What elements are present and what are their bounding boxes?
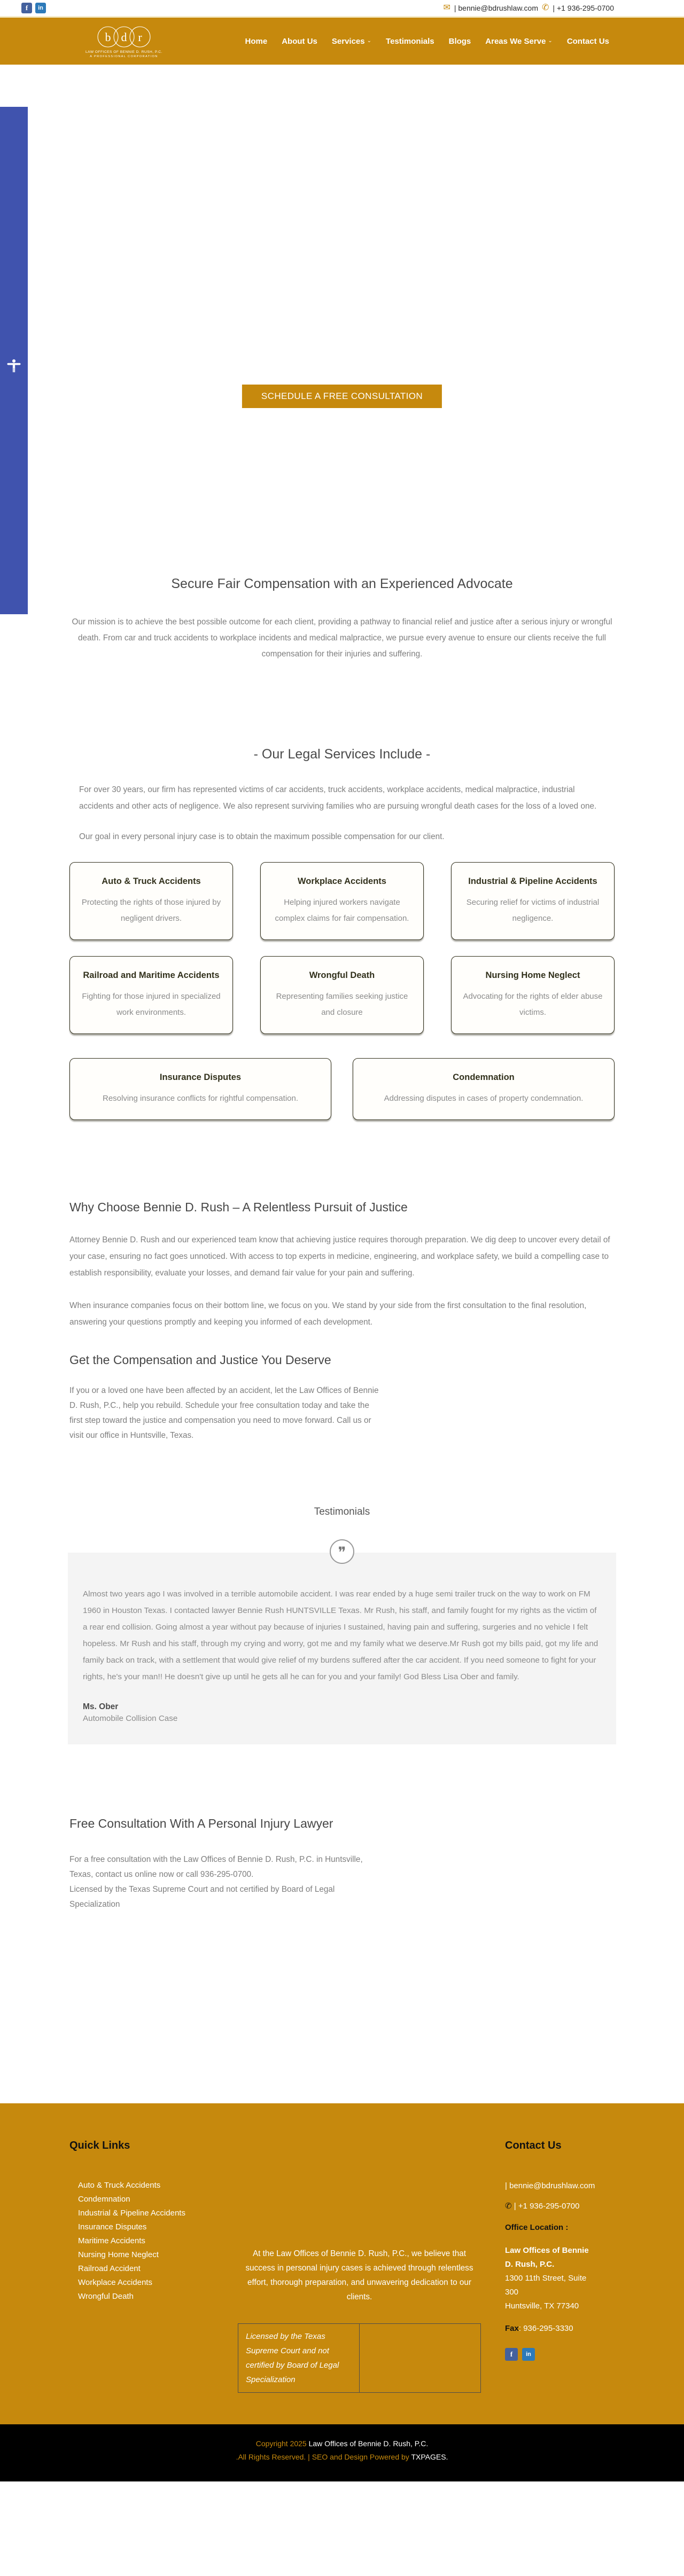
card-title: Insurance Disputes [159, 1072, 242, 1082]
spacer [0, 1912, 684, 2103]
free-consultation-section [69, 1816, 615, 1912]
services-intro [79, 781, 608, 845]
footer-mission-column [238, 2140, 481, 2424]
footer-link-insurance[interactable]: Insurance Disputes [78, 2222, 147, 2232]
schedule-consultation-button[interactable]: SCHEDULE A FREE CONSULTATION [242, 385, 442, 408]
why-choose-p1: Attorney Bennie D. Rush and our experienced team know that achieving justice requires thorough preparation. We dig deep to uncover every detail of your case, ensuring no fact goes unnoticed. With access to top experts in medicine, engineering, and workplace safety, we build a compelling case to establish responsibility, evaluate your losses, and demand fair value for your pain and suffering. [69, 1235, 610, 1278]
office-location-label: Office Location : [505, 2223, 569, 2232]
nav-item-home[interactable]: Home [245, 36, 268, 46]
footer-firm-name: Law Offices of Bennie D. Rush, P.C. [505, 2246, 589, 2269]
free-consultation-heading: Free Consultation With A Personal Injury Lawyer [69, 1816, 333, 1830]
nav-item-blogs[interactable]: Blogs [448, 36, 471, 46]
logo-firm-name: LAW OFFICES OF BENNIE D. RUSH, P.C. [86, 50, 162, 54]
phone-icon: ✆ [505, 2202, 512, 2211]
copyright-year: Copyright 2025 [255, 2439, 307, 2448]
service-card-workplace [260, 862, 424, 940]
fax-number: : 936-295-3330 [518, 2324, 573, 2333]
footer-license-empty-cell [360, 2324, 481, 2392]
card-desc: Protecting the rights of those injured by negligent drivers. [81, 898, 221, 923]
linkedin-icon[interactable]: in [522, 2348, 535, 2361]
service-card-auto-truck [69, 862, 233, 940]
card-desc: Representing families seeking justice and closure [276, 992, 408, 1017]
card-row-1 [69, 862, 615, 940]
card-row-2 [69, 956, 615, 1034]
nav-item-testimonials[interactable]: Testimonials [386, 36, 434, 46]
card-title: Workplace Accidents [298, 876, 386, 886]
compensation-section [69, 1353, 615, 1443]
card-desc: Securing relief for victims of industrial negligence. [466, 898, 600, 923]
footer-phone-link[interactable]: | +1 936-295-0700 [514, 2202, 580, 2211]
rights-reserved-text: .All Rights Reserved. | SEO and Design Powered by [236, 2453, 409, 2461]
intro-heading: Secure Fair Compensation with an Experienced Advocate [171, 576, 513, 591]
facebook-icon[interactable]: f [505, 2348, 518, 2361]
nav-item-areas-we-serve[interactable]: Areas We Serve ⌄ [485, 36, 553, 46]
card-title: Auto & Truck Accidents [102, 876, 201, 886]
why-choose-heading: Why Choose Bennie D. Rush – A Relentless Pursuit of Justice [69, 1200, 408, 1214]
logo-circles-icon [89, 24, 159, 50]
txpages-link[interactable]: TXPAGES. [411, 2453, 448, 2461]
services-body-1: For over 30 years, our firm has represented victims of car accidents, truck accidents, workplace accidents, medical malpractice, industrial accidents and other acts of negligence. We also represent surviving families who are pursuing wrongful death cases for the loss of a loved one. [79, 785, 597, 811]
footer-address-line2: Huntsville, TX 77340 [505, 2301, 579, 2311]
testimonial-case: Automobile Collision Case [83, 1714, 178, 1723]
quick-links-list [78, 2179, 193, 2304]
intro-body: Our mission is to achieve the best possible outcome for each client, providing a pathway to financial relief and justice after a serious injury or wrongful death. From car and truck accidents to workplace incidents and medical malpractice, we pursue every avenue to ensure our clients receive the full compensation for their injuries and suffering. [72, 617, 612, 659]
service-card-condemnation [353, 1058, 615, 1120]
card-title: Condemnation [453, 1072, 515, 1082]
card-title: Nursing Home Neglect [485, 970, 580, 980]
service-card-industrial [451, 862, 615, 940]
card-desc: Addressing disputes in cases of property condemnation. [384, 1094, 584, 1103]
svg-text:b: b [105, 30, 111, 44]
footer-contact-column [505, 2140, 615, 2424]
svg-text:r: r [138, 30, 142, 44]
footer-link-auto-truck[interactable]: Auto & Truck Accidents [78, 2181, 161, 2190]
compensation-heading: Get the Compensation and Justice You Deserve [69, 1353, 331, 1367]
footer-license-text: Licensed by the Texas Supreme Court and not certified by Board of Legal Specialization [238, 2324, 360, 2392]
card-title: Railroad and Maritime Accidents [83, 970, 220, 980]
copyright-firm: Law Offices of Bennie D. Rush, P.C. [308, 2439, 429, 2448]
why-choose-section [69, 1200, 615, 1330]
facebook-icon[interactable]: f [21, 3, 32, 13]
service-card-railroad-maritime [69, 956, 233, 1034]
card-desc: Helping injured workers navigate complex claims for fair compensation. [275, 898, 409, 923]
main-nav [0, 18, 684, 65]
footer-link-workplace[interactable]: Workplace Accidents [78, 2278, 152, 2287]
intro-section [0, 535, 684, 662]
card-desc: Resolving insurance conflicts for rightful compensation. [102, 1094, 298, 1103]
service-card-nursing-home [451, 956, 615, 1034]
copyright-bar [0, 2424, 684, 2481]
footer-link-maritime[interactable]: Maritime Accidents [78, 2236, 145, 2245]
footer-quick-links [69, 2140, 214, 2424]
footer-link-condemnation[interactable]: Condemnation [78, 2195, 130, 2204]
footer-link-wrongful-death[interactable]: Wrongful Death [78, 2292, 134, 2301]
card-desc: Fighting for those injured in specialized work environments. [82, 992, 221, 1017]
services-heading: - Our Legal Services Include - [253, 747, 431, 762]
footer-license-box [238, 2323, 481, 2393]
service-card-wrongful-death [260, 956, 424, 1034]
license-disclaimer: Licensed by the Texas Supreme Court and not certified by Board of Legal Specialization [69, 1885, 335, 1909]
footer-link-railroad[interactable]: Railroad Accident [78, 2264, 141, 2273]
copyright-line2 [0, 2453, 684, 2461]
testimonial-quote: Almost two years ago I was involved in a terrible automobile accident. I was rear ended by a huge semi trailer truck on the way to work on FM 1960 in Houston Texas. I contacted lawyer Bennie Rush HUNTSVILLE Texas. Mr Rush, his staff, and family fought for my rights as the victim of a rear end collision. Going almost a year without pay because of injuries I sustained, having pain and suffering, surgeries and no vehicle I felt hopeless. Mr Rush and his staff, through my crying and worry, got me and my family what we deserve.Mr Rush got my bills paid, got my life and family back on track, with a settlement that would give relief of my burdens suffered after the car accident. If you need someone to fight for your rights, he's your man!! He doesn't give up until he gets all he can for you and your family! God Bless Lisa Ober and family. [83, 1590, 598, 1681]
nav-menu [245, 37, 609, 46]
logo-tagline: A PROFESSIONAL CORPORATION [90, 55, 158, 58]
free-consultation-body: For a free consultation with the Law Offices of Bennie D. Rush, P.C. in Huntsville, Texas, contact us online now or call 936-295-0700. [69, 1855, 363, 1879]
testimonial-author: Ms. Ober [83, 1702, 119, 1711]
firm-logo[interactable] [86, 24, 162, 58]
hero-section [0, 65, 684, 535]
fax-label: Fax [505, 2324, 519, 2333]
why-choose-p2: When insurance companies focus on their bottom line, we focus on you. We stand by your side from the first consultation to the final resolution, answering your questions promptly and keeping you informed of each development. [69, 1301, 587, 1327]
nav-item-services[interactable]: Services ⌄ [331, 36, 372, 46]
phone-icon: ✆ [542, 3, 549, 12]
top-bar [0, 0, 684, 18]
footer [0, 2103, 684, 2424]
services-heading-wrap [0, 747, 684, 762]
svg-text:d: d [121, 30, 127, 44]
footer-address-line1: 1300 11th Street, Suite 300 [505, 2274, 587, 2297]
testimonials-heading: Testimonials [314, 1506, 370, 1517]
footer-social [505, 2348, 615, 2361]
chevron-down-icon: ⌄ [548, 37, 553, 44]
testimonial-box [68, 1553, 616, 1744]
topbar-email-link[interactable]: | bennie@bdrushlaw.com [454, 4, 539, 12]
card-title: Industrial & Pipeline Accidents [468, 876, 597, 886]
testimonial [68, 1545, 616, 1744]
service-card-insurance-disputes [69, 1058, 331, 1120]
copyright-line1 [0, 2439, 684, 2448]
services-cards [69, 862, 615, 1120]
accessibility-icon[interactable] [5, 358, 22, 375]
accessibility-sidebar [0, 107, 28, 614]
card-title: Wrongful Death [309, 970, 375, 980]
footer-fax-line [505, 2324, 615, 2333]
footer-email-link[interactable]: | bennie@bdrushlaw.com [505, 2181, 595, 2190]
topbar-contact [443, 4, 614, 12]
nav-item-contact-us[interactable]: Contact Us [566, 36, 609, 46]
quote-icon: ❞ [330, 1539, 354, 1564]
linkedin-icon[interactable]: in [35, 3, 46, 13]
contact-us-heading: Contact Us [505, 2140, 562, 2151]
compensation-body: If you or a loved one have been affected by an accident, let the Law Offices of Bennie D. Rush, P.C., help you rebuild. Schedule your free consultation today and take the first step toward the justice and compensation you need to move forward. Call us or visit our office in Huntsville, Texas. [69, 1386, 379, 1440]
footer-link-nursing-home[interactable]: Nursing Home Neglect [78, 2250, 159, 2259]
envelope-icon: ✉ [443, 3, 450, 12]
chevron-down-icon: ⌄ [367, 37, 372, 44]
footer-link-industrial[interactable]: Industrial & Pipeline Accidents [78, 2209, 185, 2218]
card-desc: Advocating for the rights of elder abuse victims. [463, 992, 603, 1017]
card-row-3 [69, 1058, 615, 1120]
free-consultation-text [69, 1852, 379, 1912]
services-body-2: Our goal in every personal injury case is to obtain the maximum possible compensation for our client. [79, 832, 445, 841]
quick-links-heading: Quick Links [69, 2140, 130, 2151]
footer-mission: At the Law Offices of Bennie D. Rush, P.C., we believe that success in personal injury cases is achieved through relentless effort, thorough preparation, and unwavering dedication to our clients. [245, 2249, 473, 2301]
footer-phone-line [505, 2200, 615, 2213]
topbar-phone-link[interactable]: | +1 936-295-0700 [553, 4, 614, 12]
nav-item-about-us[interactable]: About Us [282, 36, 317, 46]
